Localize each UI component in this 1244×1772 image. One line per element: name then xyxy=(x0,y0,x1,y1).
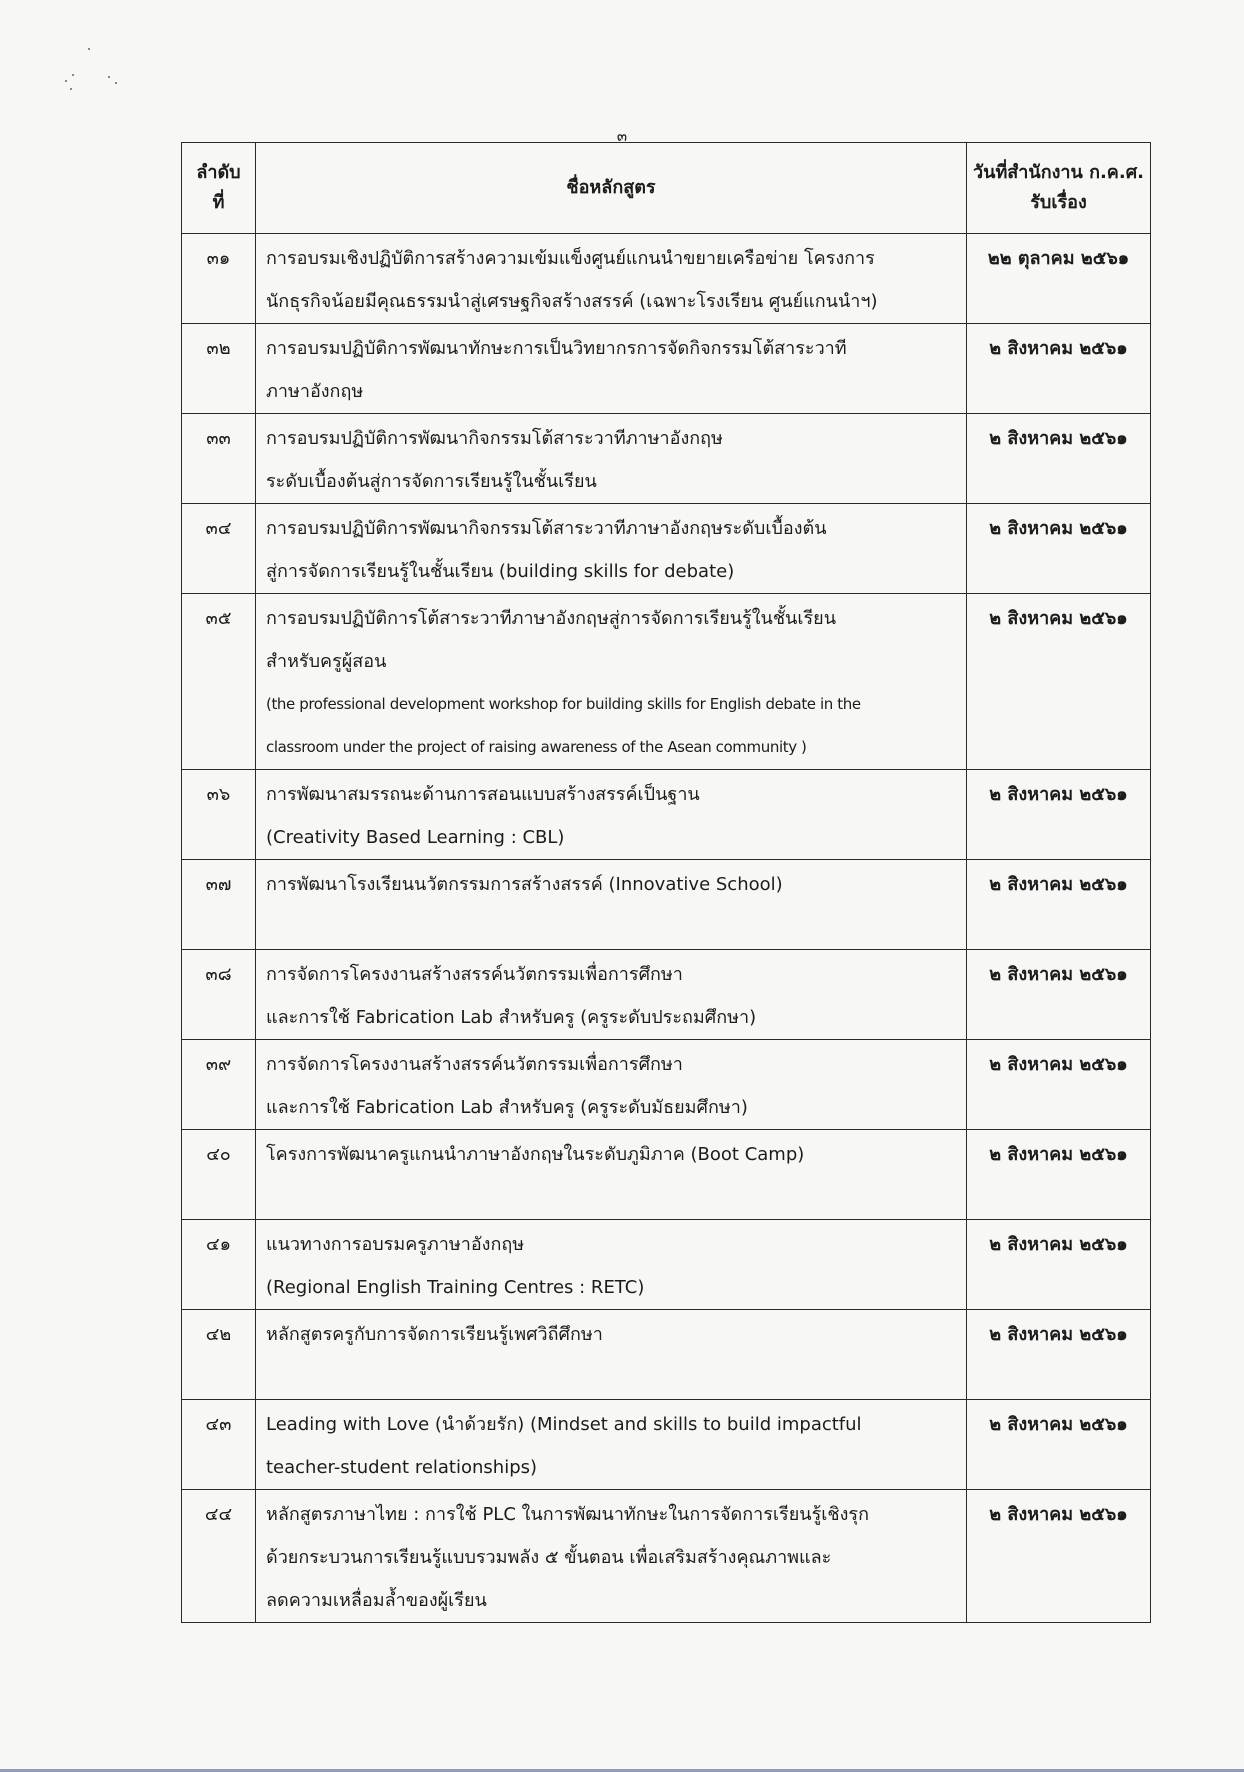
row-number: ๓๒ xyxy=(182,324,256,414)
course-title-line: ระดับเบื้องต้นสู่การจัดการเรียนรู้ในชั้นเรียน xyxy=(266,471,597,492)
course-title-line: นักธุรกิจน้อยมีคุณธรรมนำสู่เศรษฐกิจสร้างสรรค์ (เฉพาะโรงเรียน ศูนย์แกนนำฯ) xyxy=(266,291,878,312)
received-date: ๒ สิงหาคม ๒๕๖๑ xyxy=(967,1490,1151,1623)
course-title-line xyxy=(266,906,956,949)
row-number: ๔๔ xyxy=(182,1490,256,1623)
table-row xyxy=(182,1220,1151,1310)
table-row xyxy=(182,324,1151,414)
course-title-line: หลักสูตรครูกับการจัดการเรียนรู้เพศวิถีศึกษา xyxy=(266,1324,603,1345)
course-title xyxy=(256,1130,967,1220)
row-number: ๓๘ xyxy=(182,950,256,1040)
course-title xyxy=(256,1220,967,1310)
row-number: ๔๐ xyxy=(182,1130,256,1220)
course-title-line: การอบรมเชิงปฏิบัติการสร้างความเข้มแข็งศูนย์แกนนำขยายเครือข่าย โครงการ xyxy=(266,248,875,269)
course-title xyxy=(256,1490,967,1623)
course-title xyxy=(256,234,967,324)
received-date: ๒ สิงหาคม ๒๕๖๑ xyxy=(967,950,1151,1040)
scan-specks xyxy=(40,40,140,110)
course-title-english-line: classroom under the project of raising awareness of the Asean community ) xyxy=(266,738,807,756)
table-row xyxy=(182,1130,1151,1220)
course-title-line: การอบรมปฏิบัติการพัฒนากิจกรรมโต้สาระวาทีภาษาอังกฤษระดับเบื้องต้น xyxy=(266,518,827,539)
table-row xyxy=(182,504,1151,594)
table-row xyxy=(182,1490,1151,1623)
row-number: ๓๖ xyxy=(182,770,256,860)
received-date: ๒ สิงหาคม ๒๕๖๑ xyxy=(967,504,1151,594)
received-date: ๒ สิงหาคม ๒๕๖๑ xyxy=(967,1040,1151,1130)
course-title-line: การจัดการโครงงานสร้างสรรค์นวัตกรรมเพื่อการศึกษา xyxy=(266,1054,683,1075)
table-row xyxy=(182,594,1151,770)
received-date: ๒ สิงหาคม ๒๕๖๑ xyxy=(967,860,1151,950)
table-row xyxy=(182,860,1151,950)
course-title-line: ลดความเหลื่อมล้ำของผู้เรียน xyxy=(266,1590,487,1611)
received-date: ๒ สิงหาคม ๒๕๖๑ xyxy=(967,1310,1151,1400)
course-title-line: และการใช้ Fabrication Lab สำหรับครู (ครูระดับประถมศึกษา) xyxy=(266,1007,757,1028)
row-number: ๓๗ xyxy=(182,860,256,950)
row-number: ๔๑ xyxy=(182,1220,256,1310)
row-number: ๓๔ xyxy=(182,504,256,594)
course-title-line: Leading with Love (นำด้วยรัก) (Mindset and skills to build impactful xyxy=(266,1414,862,1435)
received-date: ๒ สิงหาคม ๒๕๖๑ xyxy=(967,324,1151,414)
page-number: ๓ xyxy=(616,127,628,145)
row-number: ๓๕ xyxy=(182,594,256,770)
received-date: ๒ สิงหาคม ๒๕๖๑ xyxy=(967,1400,1151,1490)
course-title-line: teacher-student relationships) xyxy=(266,1457,538,1478)
course-title-line: โครงการพัฒนาครูแกนนำภาษาอังกฤษในระดับภูมิภาค (Boot Camp) xyxy=(266,1144,805,1165)
course-title-line: การอบรมปฏิบัติการโต้สาระวาทีภาษาอังกฤษสู่การจัดการเรียนรู้ในชั้นเรียน xyxy=(266,608,837,629)
course-title xyxy=(256,860,967,950)
course-title-line xyxy=(266,1356,956,1399)
received-date: ๒ สิงหาคม ๒๕๖๑ xyxy=(967,594,1151,770)
received-date: ๒ สิงหาคม ๒๕๖๑ xyxy=(967,1220,1151,1310)
header-row xyxy=(182,143,1151,234)
course-title-line: การพัฒนาสมรรถนะด้านการสอนแบบสร้างสรรค์เป็นฐาน xyxy=(266,784,700,805)
row-number: ๓๑ xyxy=(182,234,256,324)
table-row xyxy=(182,770,1151,860)
course-title-line: การจัดการโครงงานสร้างสรรค์นวัตกรรมเพื่อการศึกษา xyxy=(266,964,683,985)
table-row xyxy=(182,950,1151,1040)
received-date: ๒๒ ตุลาคม ๒๕๖๑ xyxy=(967,234,1151,324)
course-title-line: การอบรมปฏิบัติการพัฒนากิจกรรมโต้สาระวาทีภาษาอังกฤษ xyxy=(266,428,723,449)
course-title xyxy=(256,770,967,860)
course-title-line: การอบรมปฏิบัติการพัฒนาทักษะการเป็นวิทยากรการจัดกิจกรรมโต้สาระวาที xyxy=(266,338,847,359)
course-title-line: การพัฒนาโรงเรียนนวัตกรรมการสร้างสรรค์ (Innovative School) xyxy=(266,874,783,895)
course-title-line: (Creativity Based Learning : CBL) xyxy=(266,827,565,848)
course-title xyxy=(256,950,967,1040)
course-title-line: ภาษาอังกฤษ xyxy=(266,381,364,402)
course-title xyxy=(256,504,967,594)
table-row xyxy=(182,1310,1151,1400)
course-title xyxy=(256,1040,967,1130)
received-date: ๒ สิงหาคม ๒๕๖๑ xyxy=(967,1130,1151,1220)
course-title xyxy=(256,1400,967,1490)
table-row xyxy=(182,1040,1151,1130)
table-row xyxy=(182,414,1151,504)
table-row xyxy=(182,1400,1151,1490)
course-title xyxy=(256,1310,967,1400)
row-number: ๔๒ xyxy=(182,1310,256,1400)
course-table xyxy=(181,142,1151,1623)
row-number: ๓๙ xyxy=(182,1040,256,1130)
header-date: วันที่สำนักงาน ก.ค.ศ. รับเรื่อง xyxy=(967,143,1151,234)
course-title-line: สำหรับครูผู้สอน xyxy=(266,651,387,672)
header-title: ชื่อหลักสูตร xyxy=(256,143,967,234)
table-row xyxy=(182,234,1151,324)
course-title-line: สู่การจัดการเรียนรู้ในชั้นเรียน (building skills for debate) xyxy=(266,561,735,582)
course-title xyxy=(256,414,967,504)
course-title-line xyxy=(266,1176,956,1219)
course-title xyxy=(256,594,967,770)
course-title-line: แนวทางการอบรมครูภาษาอังกฤษ xyxy=(266,1234,525,1255)
course-title xyxy=(256,324,967,414)
row-number: ๔๓ xyxy=(182,1400,256,1490)
course-title-line: หลักสูตรภาษาไทย : การใช้ PLC ในการพัฒนาทักษะในการจัดการเรียนรู้เชิงรุก xyxy=(266,1504,869,1525)
received-date: ๒ สิงหาคม ๒๕๖๑ xyxy=(967,770,1151,860)
course-title-line: (Regional English Training Centres : RETC) xyxy=(266,1277,645,1298)
course-title-line: ด้วยกระบวนการเรียนรู้แบบรวมพลัง ๕ ขั้นตอน เพื่อเสริมสร้างคุณภาพและ xyxy=(266,1547,832,1568)
row-number: ๓๓ xyxy=(182,414,256,504)
course-title-english-line: (the professional development workshop for building skills for English debate in the xyxy=(266,695,861,713)
header-no: ลำดับ ที่ xyxy=(182,143,256,234)
received-date: ๒ สิงหาคม ๒๕๖๑ xyxy=(967,414,1151,504)
course-title-line: และการใช้ Fabrication Lab สำหรับครู (ครูระดับมัธยมศึกษา) xyxy=(266,1097,748,1118)
